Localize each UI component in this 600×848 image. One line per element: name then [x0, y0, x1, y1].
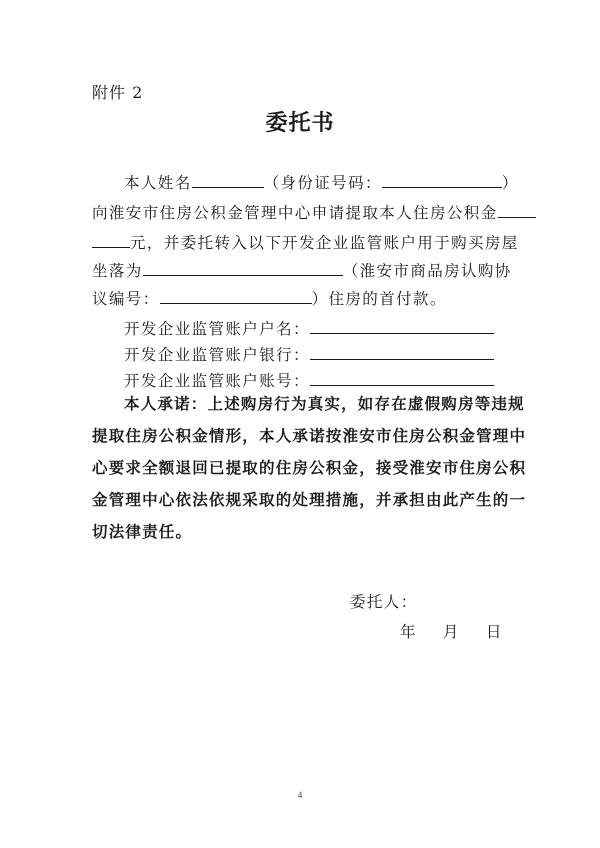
commitment-line: 本人承诺：上述购房行为真实，如存在虚假购房等违规 — [124, 394, 525, 413]
page-number: 4 — [297, 790, 303, 800]
date-day: 日 — [485, 623, 503, 641]
down-payment-text: ）住房的首付款。 — [311, 290, 447, 308]
commitment-line: 提取住房公积金情形，本人承诺按淮安市住房公积金管理中 — [92, 426, 527, 445]
date-line — [400, 620, 529, 642]
commitment-line: 切法律责任。 — [92, 522, 193, 541]
location-row — [92, 256, 532, 286]
amount-row — [92, 228, 532, 258]
account-bank-blank[interactable] — [310, 341, 494, 360]
account-name-blank[interactable] — [310, 315, 494, 334]
agreement-label: （淮安市商品房认购协 — [342, 262, 512, 280]
location-blank[interactable] — [143, 257, 343, 276]
attachment-label: 附件 2 — [92, 83, 144, 102]
name-blank[interactable] — [192, 169, 264, 188]
name-label: 本人姓名 — [124, 174, 192, 192]
account-number-label: 开发企业监管账户账号： — [124, 372, 310, 390]
withdraw-text: 向淮安市住房公积金管理中心申请提取本人住房公积金 — [92, 204, 498, 222]
amount-blank-part1[interactable] — [498, 199, 536, 218]
document-title: 委托书 — [265, 110, 335, 136]
location-label: 坐落为 — [92, 262, 143, 280]
agreement-row — [92, 284, 532, 314]
account-number-blank[interactable] — [310, 367, 494, 386]
account-bank-label: 开发企业监管账户银行： — [124, 346, 310, 364]
id-number-blank[interactable] — [382, 169, 502, 188]
name-id-row — [92, 168, 532, 198]
id-close-paren: ） — [501, 174, 519, 192]
amount-blank-part2[interactable] — [92, 229, 130, 248]
withdraw-row — [92, 198, 532, 228]
commitment-paragraph — [92, 388, 528, 548]
commitment-line: 心要求全额退回已提取的住房公积金，接受淮安市住房公积 — [92, 458, 527, 477]
commitment-line: 金管理中心依法依规采取的处理措施，并承担由此产生的一 — [92, 490, 527, 509]
agreement-number-label: 议编号： — [92, 290, 160, 308]
amount-text: 元，并委托转入以下开发企业监管账户用于购买房屋 — [130, 234, 519, 252]
id-label: （身份证号码： — [263, 174, 382, 192]
agreement-number-blank[interactable] — [160, 285, 312, 304]
signer-label: 委托人： — [350, 593, 418, 611]
date-year: 年 — [400, 623, 417, 641]
date-month: 月 — [442, 623, 460, 641]
account-name-label: 开发企业监管账户户名： — [124, 320, 310, 338]
